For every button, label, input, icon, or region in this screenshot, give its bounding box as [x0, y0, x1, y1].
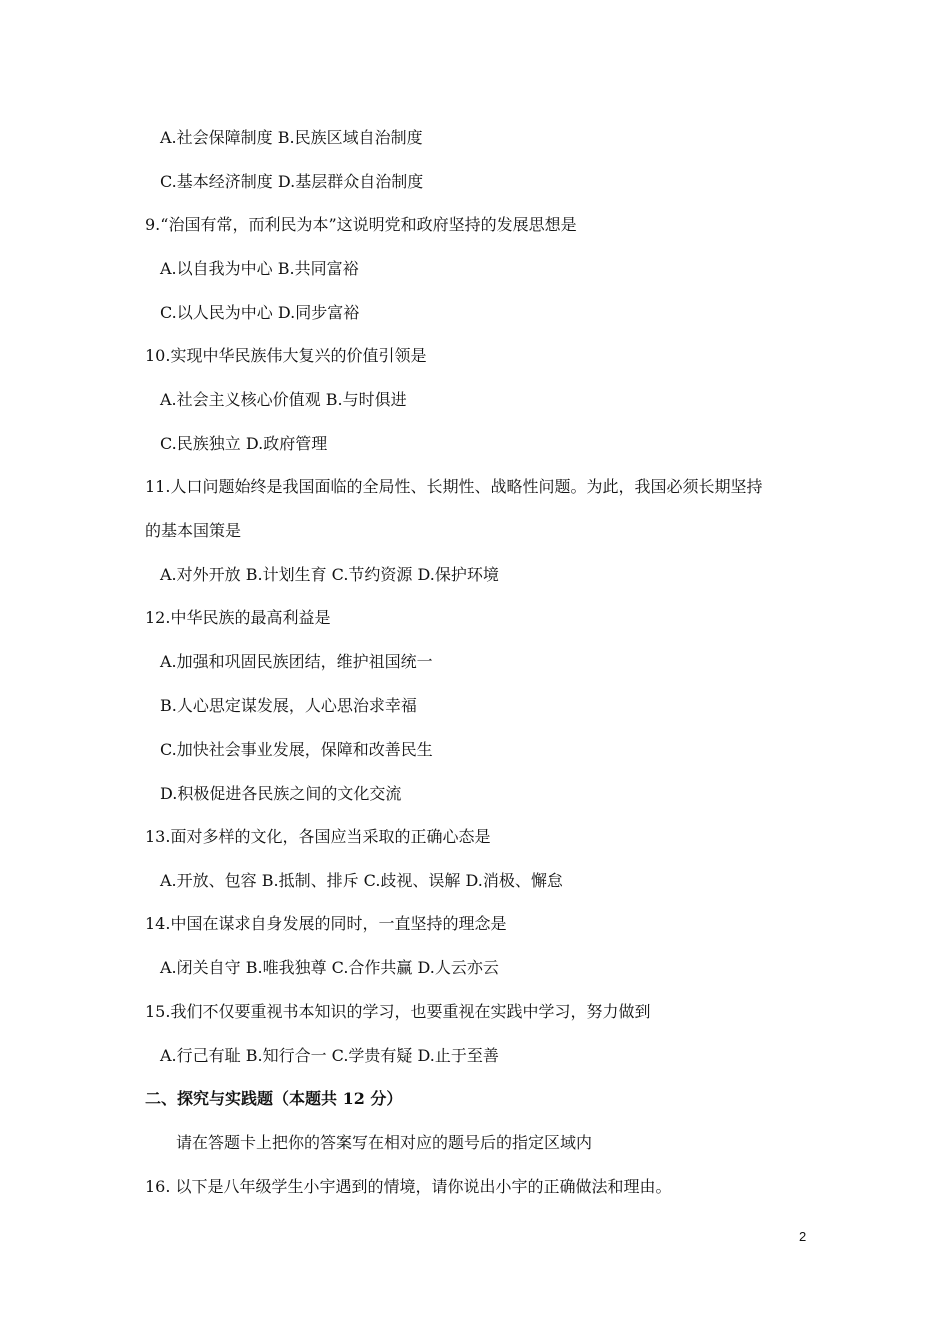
- option-line: A.社会主义核心价值观 B.与时俱进: [160, 390, 407, 409]
- question-14: 14.中国在谋求自身发展的同时，一直坚持的理念是: [145, 914, 507, 933]
- question-15: 15.我们不仅要重视书本知识的学习，也要重视在实践中学习，努力做到: [145, 1002, 651, 1021]
- option-line: C.加快社会事业发展，保障和改善民生: [160, 740, 433, 759]
- option-line: A.以自我为中心 B.共同富裕: [160, 259, 359, 278]
- section-heading: 二、探究与实践题（本题共 12 分）: [145, 1089, 403, 1108]
- option-line: D.积极促进各民族之间的文化交流: [160, 784, 402, 803]
- question-12: 12.中华民族的最高利益是: [145, 608, 331, 627]
- option-line: C.基本经济制度 D.基层群众自治制度: [160, 172, 424, 191]
- option-line: C.民族独立 D.政府管理: [160, 434, 328, 453]
- option-line: A.对外开放 B.计划生育 C.节约资源 D.保护环境: [160, 565, 499, 584]
- option-line: C.以人民为中心 D.同步富裕: [160, 303, 360, 322]
- option-line: A.社会保障制度 B.民族区域自治制度: [160, 128, 423, 147]
- option-line: A.开放、包容 B.抵制、排斥 C.歧视、误解 D.消极、懈怠: [160, 871, 563, 890]
- section-instruction: 请在答题卡上把你的答案写在相对应的题号后的指定区域内: [176, 1133, 593, 1152]
- question-9: 9.“治国有常，而利民为本”这说明党和政府坚持的发展思想是: [145, 215, 577, 234]
- option-line: B.人心思定谋发展，人心思治求幸福: [160, 696, 417, 715]
- question-11: 11.人口问题始终是我国面临的全局性、长期性、战略性问题。为此，我国必须长期坚持: [145, 477, 763, 496]
- option-line: A.闭关自守 B.唯我独尊 C.合作共赢 D.人云亦云: [160, 958, 499, 977]
- option-line: A.行己有耻 B.知行合一 C.学贵有疑 D.止于至善: [160, 1046, 499, 1065]
- question-11-continued: 的基本国策是: [145, 521, 242, 540]
- question-16: 16. 以下是八年级学生小宇遇到的情境，请你说出小宇的正确做法和理由。: [145, 1177, 672, 1196]
- page-number: 2: [799, 1229, 807, 1244]
- question-13: 13.面对多样的文化，各国应当采取的正确心态是: [145, 827, 491, 846]
- option-line: A.加强和巩固民族团结，维护祖国统一: [160, 652, 433, 671]
- question-10: 10.实现中华民族伟大复兴的价值引领是: [145, 346, 427, 365]
